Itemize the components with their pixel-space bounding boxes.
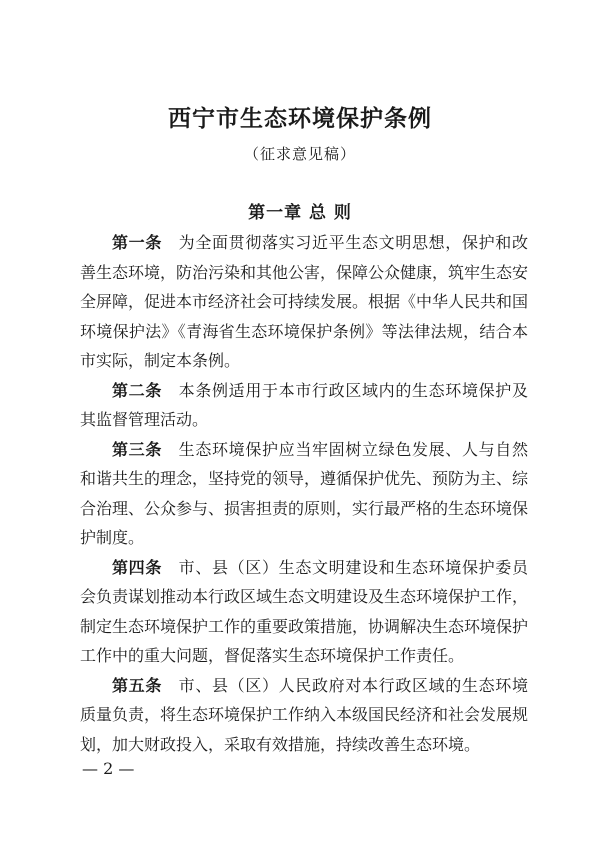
page-number: — 2 — [82,759,135,778]
article-text: 为全面贯彻落实习近平生态文明思想，保护和改善生态环境，防治污染和其他公害，保障公众健康，筑牢生态安全屏障，促进本市经济社会可持续发展。根据《中华人民共和国环境保护法》《青海省生态环境保护条例》等法律法规，结合本市实际，制定本条例。 [80,233,529,370]
article-5 [80,671,528,760]
article-label: 第三条 [112,439,162,459]
article-label: 第二条 [112,380,162,400]
article-text: 本条例适用于本市行政区域内的生态环境保护及其监督管理活动。 [80,380,528,429]
chapter-heading: 第一章 总 则 [248,203,352,223]
article-text: 市、县（区）人民政府对本行政区域的生态环境质量负责，将生态环境保护工作纳入本级国民经济和社会发展规划，加大财政投入，采取有效措施，持续改善生态环境。 [80,675,529,754]
document-title: 西宁市生态环境保护条例 [168,105,432,132]
article-3 [80,435,528,553]
article-1 [80,228,528,376]
article-label: 第四条 [112,557,162,577]
article-2 [80,376,528,435]
document-subtitle: （征求意见稿） [243,145,356,163]
document-body [80,228,528,759]
article-label: 第五条 [112,675,162,695]
article-label: 第一条 [112,233,162,252]
article-4 [80,553,528,671]
article-text: 市、县（区）生态文明建设和生态环境保护委员会负责谋划推动本行政区域生态文明建设及生态环境保护工作，制定生态环境保护工作的重要政策措施，协调解决生态环境保护工作中的重大问题，督促落实生态环境保护工作责任。 [80,557,529,665]
article-text: 生态环境保护应当牢固树立绿色发展、人与自然和谐共生的理念，坚持党的领导，遵循保护优先、预防为主、综合治理、公众参与、损害担责的原则，实行最严格的生态环境保护制度。 [80,439,529,547]
